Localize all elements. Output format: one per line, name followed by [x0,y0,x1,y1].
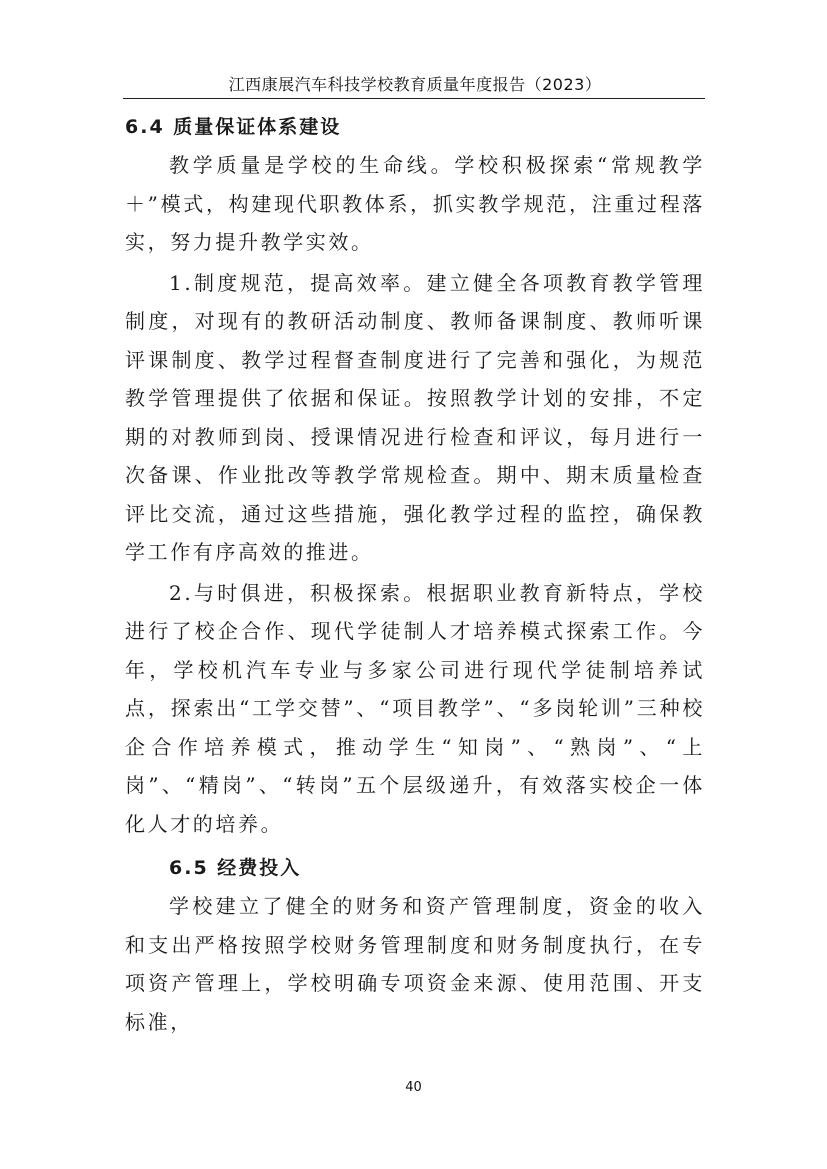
paragraph: 1.制度规范，提高效率。建立健全各项教育教学管理制度，对现有的教研活动制度、教师备课制度、教师听课评课制度、教学过程督查制度进行了完善和强化，为规范教学管理提供了依据和保证。按照教学计划的安排，不定期的对教师到岗、授课情况进行检查和评议，每月进行一次备课、作业批改等教学常规检查。期中、期末质量检查评比交流，通过这些措施，强化教学过程的监控，确保教学工作有序高效的推进。 [125,270,705,564]
page-number: 40 [405,1080,422,1095]
paragraph: 2.与时俱进，积极探索。根据职业教育新特点，学校进行了校企合作、现代学徒制人才培养模式探索工作。今年，学校机汽车专业与多家公司进行现代学徒制培养试点，探索出“工学交替”、“项目教学”、“多岗轮训”三种校企合作培养模式，推动学生“知岗”、“熟岗”、“上岗”、“精岗”、“转岗”五个层级递升，有效落实校企一体化人才的培养。 [125,580,705,836]
header-divider [123,98,705,99]
section-heading-6-4: 6.4 质量保证体系建设 [125,116,342,138]
section-heading-6-5: 6.5 经费投入 [169,857,302,879]
paragraph: 教学质量是学校的生命线。学校积极探索“常规教学＋”模式，构建现代职教体系，抓实教学规范，注重过程落实，努力提升教学实效。 [125,153,705,254]
paragraph: 学校建立了健全的财务和资产管理制度，资金的收入和支出严格按照学校财务管理制度和财务制度执行，在专项资产管理上，学校明确专项资金来源、使用范围、开支标准， [125,894,705,1034]
page-body [125,108,705,1041]
running-header: 江西康展汽车科技学校教育质量年度报告（2023） [228,75,602,94]
